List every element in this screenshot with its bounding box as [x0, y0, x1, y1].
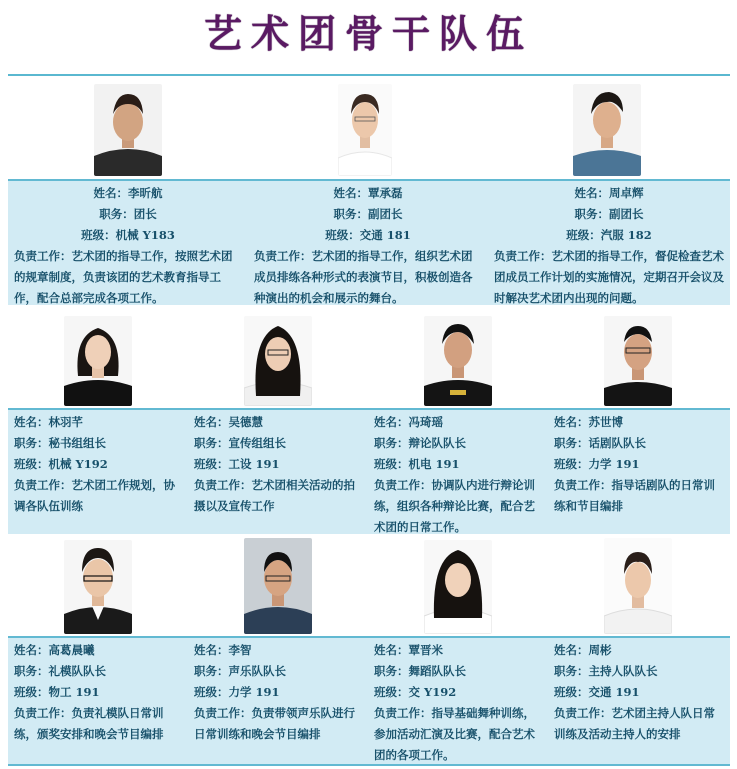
member-name: 姓名：周彬: [554, 643, 612, 657]
member-class: 班级：交通 181: [325, 228, 411, 242]
member-photo: [604, 538, 672, 634]
member-photo: [424, 316, 492, 406]
member-card: [368, 410, 548, 534]
portrait-icon: [424, 540, 492, 634]
member-role: 职务：舞蹈队队长: [374, 664, 466, 678]
member-photo: [244, 538, 312, 634]
member-role: 职务：秘书组组长: [14, 436, 106, 450]
info-band: [8, 408, 730, 534]
member-role: 职务：副团长: [333, 207, 403, 221]
member-photo: [573, 84, 641, 176]
member-card: [8, 181, 248, 305]
member-duty: 负责工作：艺术团的指导工作，督促检查艺术团成员工作计划的实施情况，定期召开会议及时解决艺术团内出现的问题。: [494, 249, 724, 305]
member-card: [248, 181, 488, 305]
member-duty: 负责工作：协调队内进行辩论训练，组织各种辩论比赛，配合艺术团的日常工作。: [374, 478, 535, 534]
page-title: 艺术团骨干队伍: [203, 12, 533, 56]
member-card: [188, 410, 368, 534]
member-name: 姓名：周卓辉: [574, 186, 644, 200]
member-class: 班级：交 Y192: [374, 685, 457, 699]
member-role: 职务：礼模队队长: [14, 664, 106, 678]
member-class: 班级：机械 Y192: [14, 457, 108, 471]
member-class: 班级：汽服 182: [566, 228, 652, 242]
photo-row: [8, 76, 730, 179]
member-duty: 负责工作：指导话剧队的日常训练和节目编排: [554, 478, 715, 513]
member-role: 职务：团长: [99, 207, 157, 221]
member-card: [188, 638, 368, 764]
leader-section: [8, 76, 730, 305]
info-band: [8, 179, 730, 305]
member-photo: [64, 316, 132, 406]
member-card: [8, 638, 188, 764]
portrait-icon: [64, 316, 132, 406]
member-photo: [338, 84, 392, 176]
member-class: 班级：工设 191: [194, 457, 280, 471]
member-name: 姓名：吴德慧: [194, 415, 263, 429]
member-card: [368, 638, 548, 764]
member-name: 姓名：冯琦瑶: [374, 415, 443, 429]
member-duty: 负责工作：负责礼模队日常训练，颁奖安排和晚会节目编排: [14, 706, 164, 741]
member-card: [548, 410, 730, 534]
portrait-icon: [64, 540, 132, 634]
member-name: 姓名：李智: [194, 643, 252, 657]
member-photo: [64, 540, 132, 634]
bottom-divider: [8, 764, 730, 766]
portrait-icon: [244, 316, 312, 406]
member-class: 班级：物工 191: [14, 685, 100, 699]
member-photo: [244, 316, 312, 406]
member-role: 职务：辩论队队长: [374, 436, 466, 450]
portrait-icon: [424, 316, 492, 406]
portrait-icon: [94, 84, 162, 176]
member-duty: 负责工作：艺术团工作规划，协调各队伍训练: [14, 478, 175, 513]
member-duty: 负责工作：艺术团的指导工作，组织艺术团成员排练各种形式的表演节目，积极创造各种演出的机会和展示的舞台。: [254, 249, 473, 305]
photo-row: [8, 534, 730, 636]
photo-row: [8, 306, 730, 408]
member-photo: [424, 540, 492, 634]
member-card: [488, 181, 730, 305]
portrait-icon: [338, 84, 392, 176]
member-name: 姓名：李昕航: [93, 186, 163, 200]
member-card: [8, 410, 188, 534]
member-class: 班级：力学 191: [554, 457, 640, 471]
portrait-icon: [604, 316, 672, 406]
member-duty: 负责工作：艺术团的指导工作，按照艺术团的规章制度，负责该团的艺术教育指导工作，配合总部完成各项工作。: [14, 249, 233, 305]
member-photo: [604, 316, 672, 406]
member-role: 职务：话剧队队长: [554, 436, 646, 450]
member-duty: 负责工作：艺术团主持人队日常训练及活动主持人的安排: [554, 706, 715, 741]
member-name: 姓名：林羽芊: [14, 415, 83, 429]
member-name: 姓名：苏世博: [554, 415, 623, 429]
member-class: 班级：机电 191: [374, 457, 460, 471]
portrait-icon: [573, 84, 641, 176]
member-class: 班级：力学 191: [194, 685, 280, 699]
member-name: 姓名：覃承磊: [333, 186, 403, 200]
member-class: 班级：机械 Y183: [81, 228, 175, 242]
member-duty: 负责工作：艺术团相关活动的拍摄以及宣传工作: [194, 478, 355, 513]
portrait-icon: [604, 538, 672, 634]
group-leader-section: [8, 306, 730, 534]
member-name: 姓名：高葛晨曦: [14, 643, 95, 657]
member-photo: [94, 84, 162, 176]
member-card: [548, 638, 730, 764]
member-duty: 负责工作：指导基础舞种训练，参加活动汇演及比赛，配合艺术团的各项工作。: [374, 706, 535, 762]
member-name: 姓名：覃晋米: [374, 643, 443, 657]
info-band: [8, 636, 730, 764]
member-class: 班级：交通 191: [554, 685, 640, 699]
portrait-icon: [244, 538, 312, 634]
member-role: 职务：副团长: [574, 207, 644, 221]
member-role: 职务：主持人队队长: [554, 664, 658, 678]
member-role: 职务：声乐队队长: [194, 664, 286, 678]
member-role: 职务：宣传组组长: [194, 436, 286, 450]
team-leader-section: [8, 534, 730, 764]
member-duty: 负责工作：负责带领声乐队进行日常训练和晚会节目编排: [194, 706, 355, 741]
